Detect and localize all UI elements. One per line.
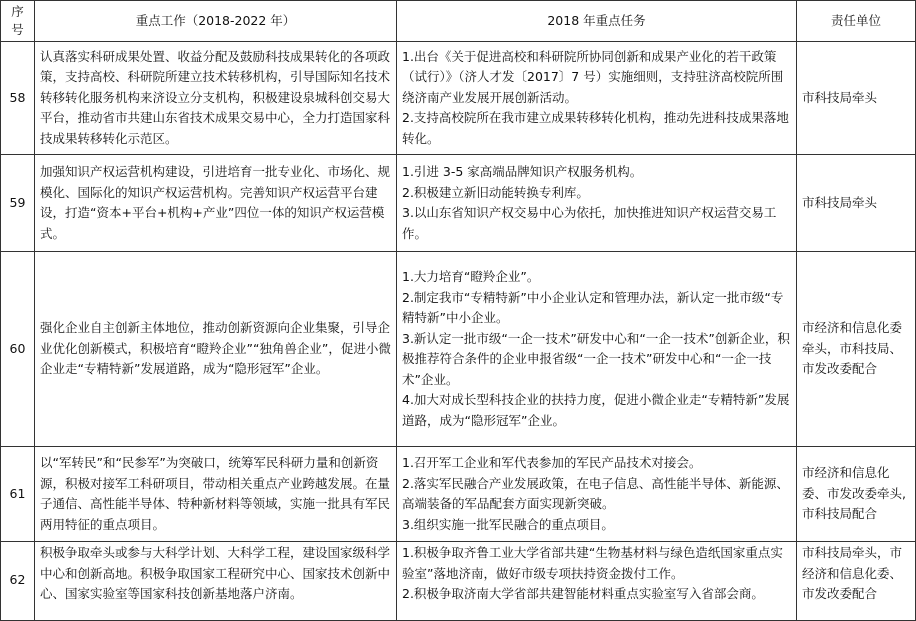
row-number: 60 — [1, 252, 35, 447]
task-item: 1.积极争取齐鲁工业大学省部共建“生物基材料与绿色造纸国家重点实验室”落地济南，做好市级专项扶持资金拨付工作。 — [402, 545, 783, 581]
tasks-cell — [397, 542, 797, 621]
key-work-cell: 强化企业自主创新主体地位，推动创新资源向企业集聚，引导企业优化创新模式，积极培育“瞪羚企业”“独角兽企业”，促进小微企业走“专精特新”发展道路，成为“隐形冠军”企业。 — [35, 252, 397, 447]
task-item: 1.引进 3-5 家高端品牌知识产权服务机构。 — [402, 164, 643, 179]
tasks-cell — [397, 155, 797, 252]
task-item: 2.积极建立新旧动能转换专利库。 — [402, 184, 589, 200]
header-key-work: 重点工作（2018-2022 年） — [35, 1, 397, 42]
header-2018-tasks: 2018 年重点任务 — [397, 1, 797, 42]
task-item: 2.落实军民融合产业发展政策，在电子信息、高性能半导体、新能源、高端装备的军品配套方面实现新突破。 — [402, 475, 789, 511]
header-serial-number: 序号 — [1, 1, 35, 42]
tasks-cell — [397, 252, 797, 447]
table-row — [1, 542, 916, 621]
key-work-cell: 加强知识产权运营机构建设，引进培育一批专业化、市场化、规模化、国际化的知识产权运营机构。完善知识产权运营平台建设，打造“资本+平台+机构+产业”四位一体的知识产权运营模式。 — [35, 155, 397, 252]
table-row — [1, 447, 916, 542]
responsible-unit-cell: 市科技局牵头，市经济和信息化委、市发改委配合 — [797, 542, 916, 621]
tasks-cell — [397, 42, 797, 155]
row-number: 58 — [1, 42, 35, 155]
task-item: 3.组织实施一批军民融合的重点项目。 — [402, 516, 614, 532]
tasks-cell — [397, 447, 797, 542]
task-item: 2.支持高校院所在我市建立成果转移转化机构，推动先进科技成果落地转化。 — [402, 110, 789, 146]
key-work-cell: 认真落实科研成果处置、收益分配及鼓励科技成果转化的各项政策，支持高校、科研院所建立技术转移机构，引导国际知名技术转移转化服务机构来济设立分支机构，积极建设泉城科创交易大平台，推动省市共建山东省技术成果交易中心，全力打造国家科技成果转移转化示范区。 — [35, 42, 397, 155]
responsible-unit-cell: 市经济和信息化委牵头，市科技局、市发改委配合 — [797, 252, 916, 447]
row-number: 61 — [1, 447, 35, 542]
task-item: 3.以山东省知识产权交易中心为依托，加快推进知识产权运营交易工作。 — [402, 205, 777, 241]
table-header-row — [1, 1, 916, 42]
header-responsible-unit: 责任单位 — [797, 1, 916, 42]
task-item: 2.制定我市“专精特新”中小企业认定和管理办法，新认定一批市级“专精特新”中小企业。 — [402, 289, 784, 325]
responsible-unit-cell: 市经济和信息化委、市发改委牵头,市科技局配合 — [797, 447, 916, 542]
task-item: 1.出台《关于促进高校和科研院所协同创新和成果产业化的若干政策（试行）》（济人才发〔2017〕7 号）实施细则，支持驻济高校院所围绕济南产业发展开展创新活动。 — [402, 48, 784, 105]
task-item: 3.新认定一批市级“一企一技术”研发中心和“一企一技术”创新企业，积极推荐符合条件的企业申报省级“一企一技术”研发中心和“一企一技术”企业。 — [402, 330, 790, 387]
table-row — [1, 155, 916, 252]
task-item: 1.召开军工企业和军代表参加的军民产品技术对接会。 — [402, 455, 702, 470]
row-number: 62 — [1, 542, 35, 621]
task-item: 1.大力培育“瞪羚企业”。 — [402, 269, 540, 284]
key-work-cell: 以“军转民”和“民参军”为突破口，统筹军民科研力量和创新资源，积极对接军工科研项目，带动相关重点产业跨越发展。在量子通信、高性能半导体、特种新材料等领域，实施一批具有军民两用特征的重点项目。 — [35, 447, 397, 542]
responsible-unit-cell: 市科技局牵头 — [797, 155, 916, 252]
row-number: 59 — [1, 155, 35, 252]
table-row — [1, 42, 916, 155]
task-item: 4.加大对成长型科技企业的扶持力度，促进小微企业走“专精特新”发展道路，成为“隐形冠军”企业。 — [402, 392, 790, 428]
table-row — [1, 252, 916, 447]
key-work-cell: 积极争取牵头或参与大科学计划、大科学工程，建设国家级科学中心和创新高地。积极争取国家工程研究中心、国家技术创新中心、国家实验室等国家科技创新基地落户济南。 — [35, 542, 397, 621]
task-item: 2.积极争取济南大学省部共建智能材料重点实验室写入省部会商。 — [402, 586, 764, 601]
responsible-unit-cell: 市科技局牵头 — [797, 42, 916, 155]
